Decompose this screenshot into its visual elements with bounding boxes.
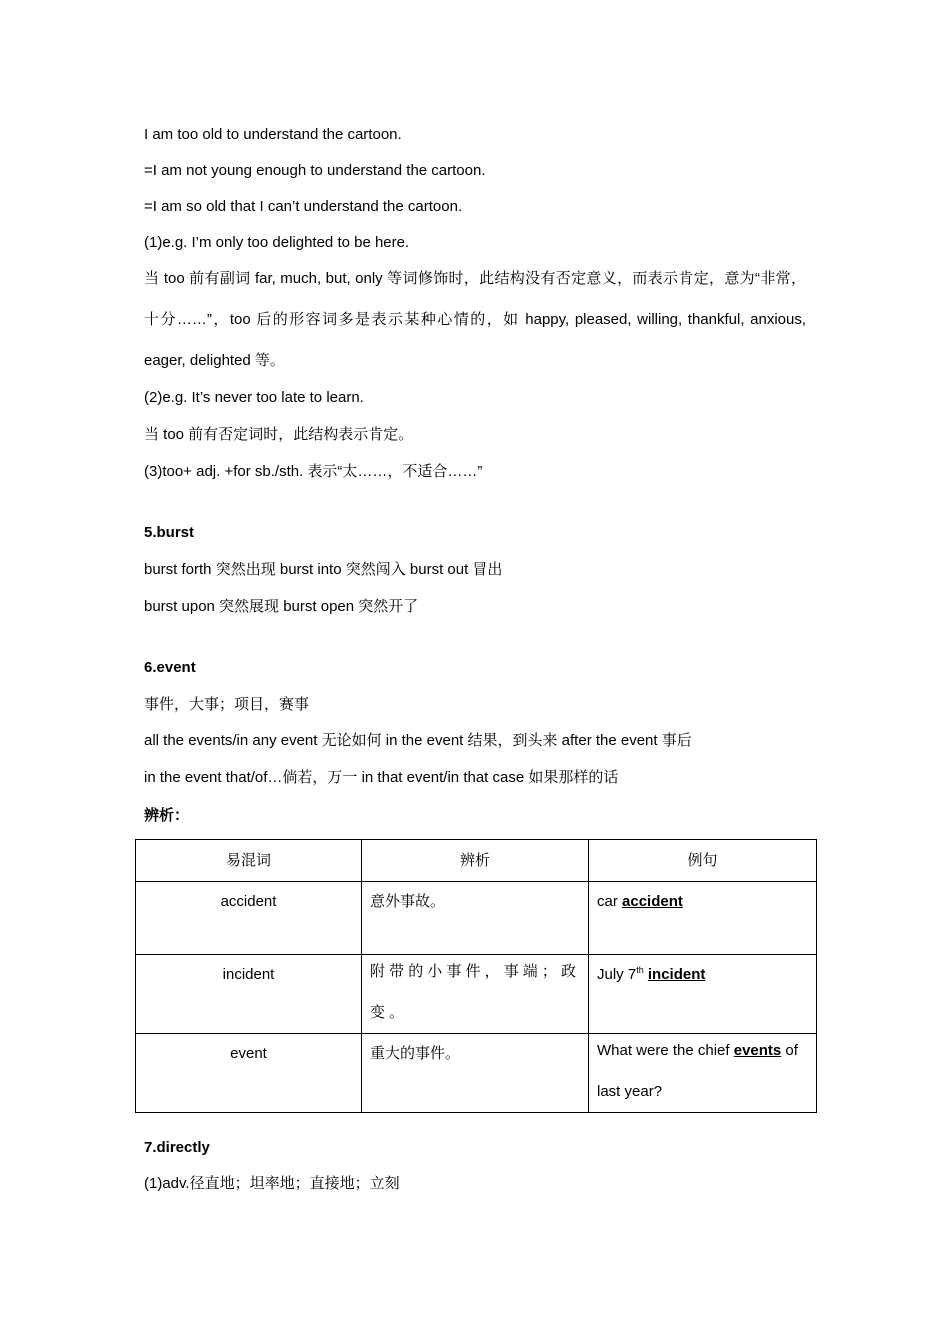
word-accident: accident xyxy=(220,893,277,910)
meaning-cell xyxy=(362,955,589,1034)
example-keyword: accident xyxy=(622,893,683,910)
example-cell xyxy=(589,955,817,1034)
example-keyword: incident xyxy=(647,966,706,983)
example-text: car xyxy=(597,893,623,910)
header-confusable-word: 易混词 xyxy=(136,840,362,882)
word-incident: incident xyxy=(222,966,275,983)
event-phrases-2: in the event that/of…倘若，万一 in that event/in that case 如果那样的话 xyxy=(144,769,619,786)
superscript: th xyxy=(636,965,644,975)
example-text: What were the chief xyxy=(597,1042,734,1059)
comparison-table xyxy=(135,839,817,1113)
meaning-event: 重大的事件。 xyxy=(370,1045,461,1062)
word-event: event xyxy=(230,1045,267,1062)
example-1: (1)e.g. I’m only too delighted to be here. xyxy=(144,234,410,251)
section-heading-event: 6.event xyxy=(144,659,196,676)
meaning-cell xyxy=(362,882,589,955)
meaning-accident: 意外事故。 xyxy=(370,893,446,910)
table-row xyxy=(136,1034,817,1113)
word-cell xyxy=(136,1034,362,1113)
example-3: (3)too+ adj. +for sb./sth. 表示“太……，不适合……” xyxy=(144,463,483,480)
example-2: (2)e.g. It’s never too late to learn. xyxy=(144,389,364,406)
sentence-not-young-enough: =I am not young enough to understand the cartoon. xyxy=(144,162,486,179)
header-analysis: 辨析 xyxy=(362,840,589,882)
analysis-label: 辨析： xyxy=(144,807,190,824)
section-heading-directly: 7.directly xyxy=(144,1139,210,1156)
burst-phrases-2: burst upon 突然展现 burst open 突然开了 xyxy=(144,598,419,615)
explanation-paragraph: 当 too 前有副词 far, much, but, only 等词修饰时，此结构没有否定意义，而表示肯定，意为“非常，十分……”，too 后的形容词多是表示某种心情的，如 happy, pleased, willing, thankful, anxious, eager, delighted 等。 xyxy=(144,270,806,369)
meaning-cell xyxy=(362,1034,589,1113)
sentence-too-old: I am too old to understand the cartoon. xyxy=(144,126,402,143)
sentence-so-old-that: =I am so old that I can’t understand the cartoon. xyxy=(144,198,463,215)
example-event xyxy=(597,1030,808,1112)
explanation-negative: 当 too 前有否定词时，此结构表示肯定。 xyxy=(144,426,414,443)
event-phrases-1: all the events/in any event 无论如何 in the event 结果，到头来 after the event 事后 xyxy=(144,732,692,749)
table-row xyxy=(136,882,817,955)
table-row xyxy=(136,955,817,1034)
example-text-end: of last year? xyxy=(597,1042,798,1100)
example-text: July 7 xyxy=(597,966,637,983)
word-cell xyxy=(136,955,362,1034)
word-cell xyxy=(136,882,362,955)
example-cell xyxy=(589,882,817,955)
section-heading-burst: 5.burst xyxy=(144,524,195,541)
example-incident xyxy=(597,955,808,989)
header-example: 例句 xyxy=(589,840,817,882)
directly-meanings: (1)adv.径直地；坦率地；直接地；立刻 xyxy=(144,1175,400,1192)
meaning-incident: 附带的小事件，事端；政变。 xyxy=(370,963,580,1021)
example-keyword: events xyxy=(733,1042,782,1059)
burst-phrases-1: burst forth 突然出现 burst into 突然闯入 burst out 冒出 xyxy=(144,561,503,578)
example-cell xyxy=(589,1034,817,1113)
table-header-row xyxy=(136,840,817,882)
event-meanings: 事件，大事；项目，赛事 xyxy=(144,696,310,713)
example-accident xyxy=(597,882,808,916)
